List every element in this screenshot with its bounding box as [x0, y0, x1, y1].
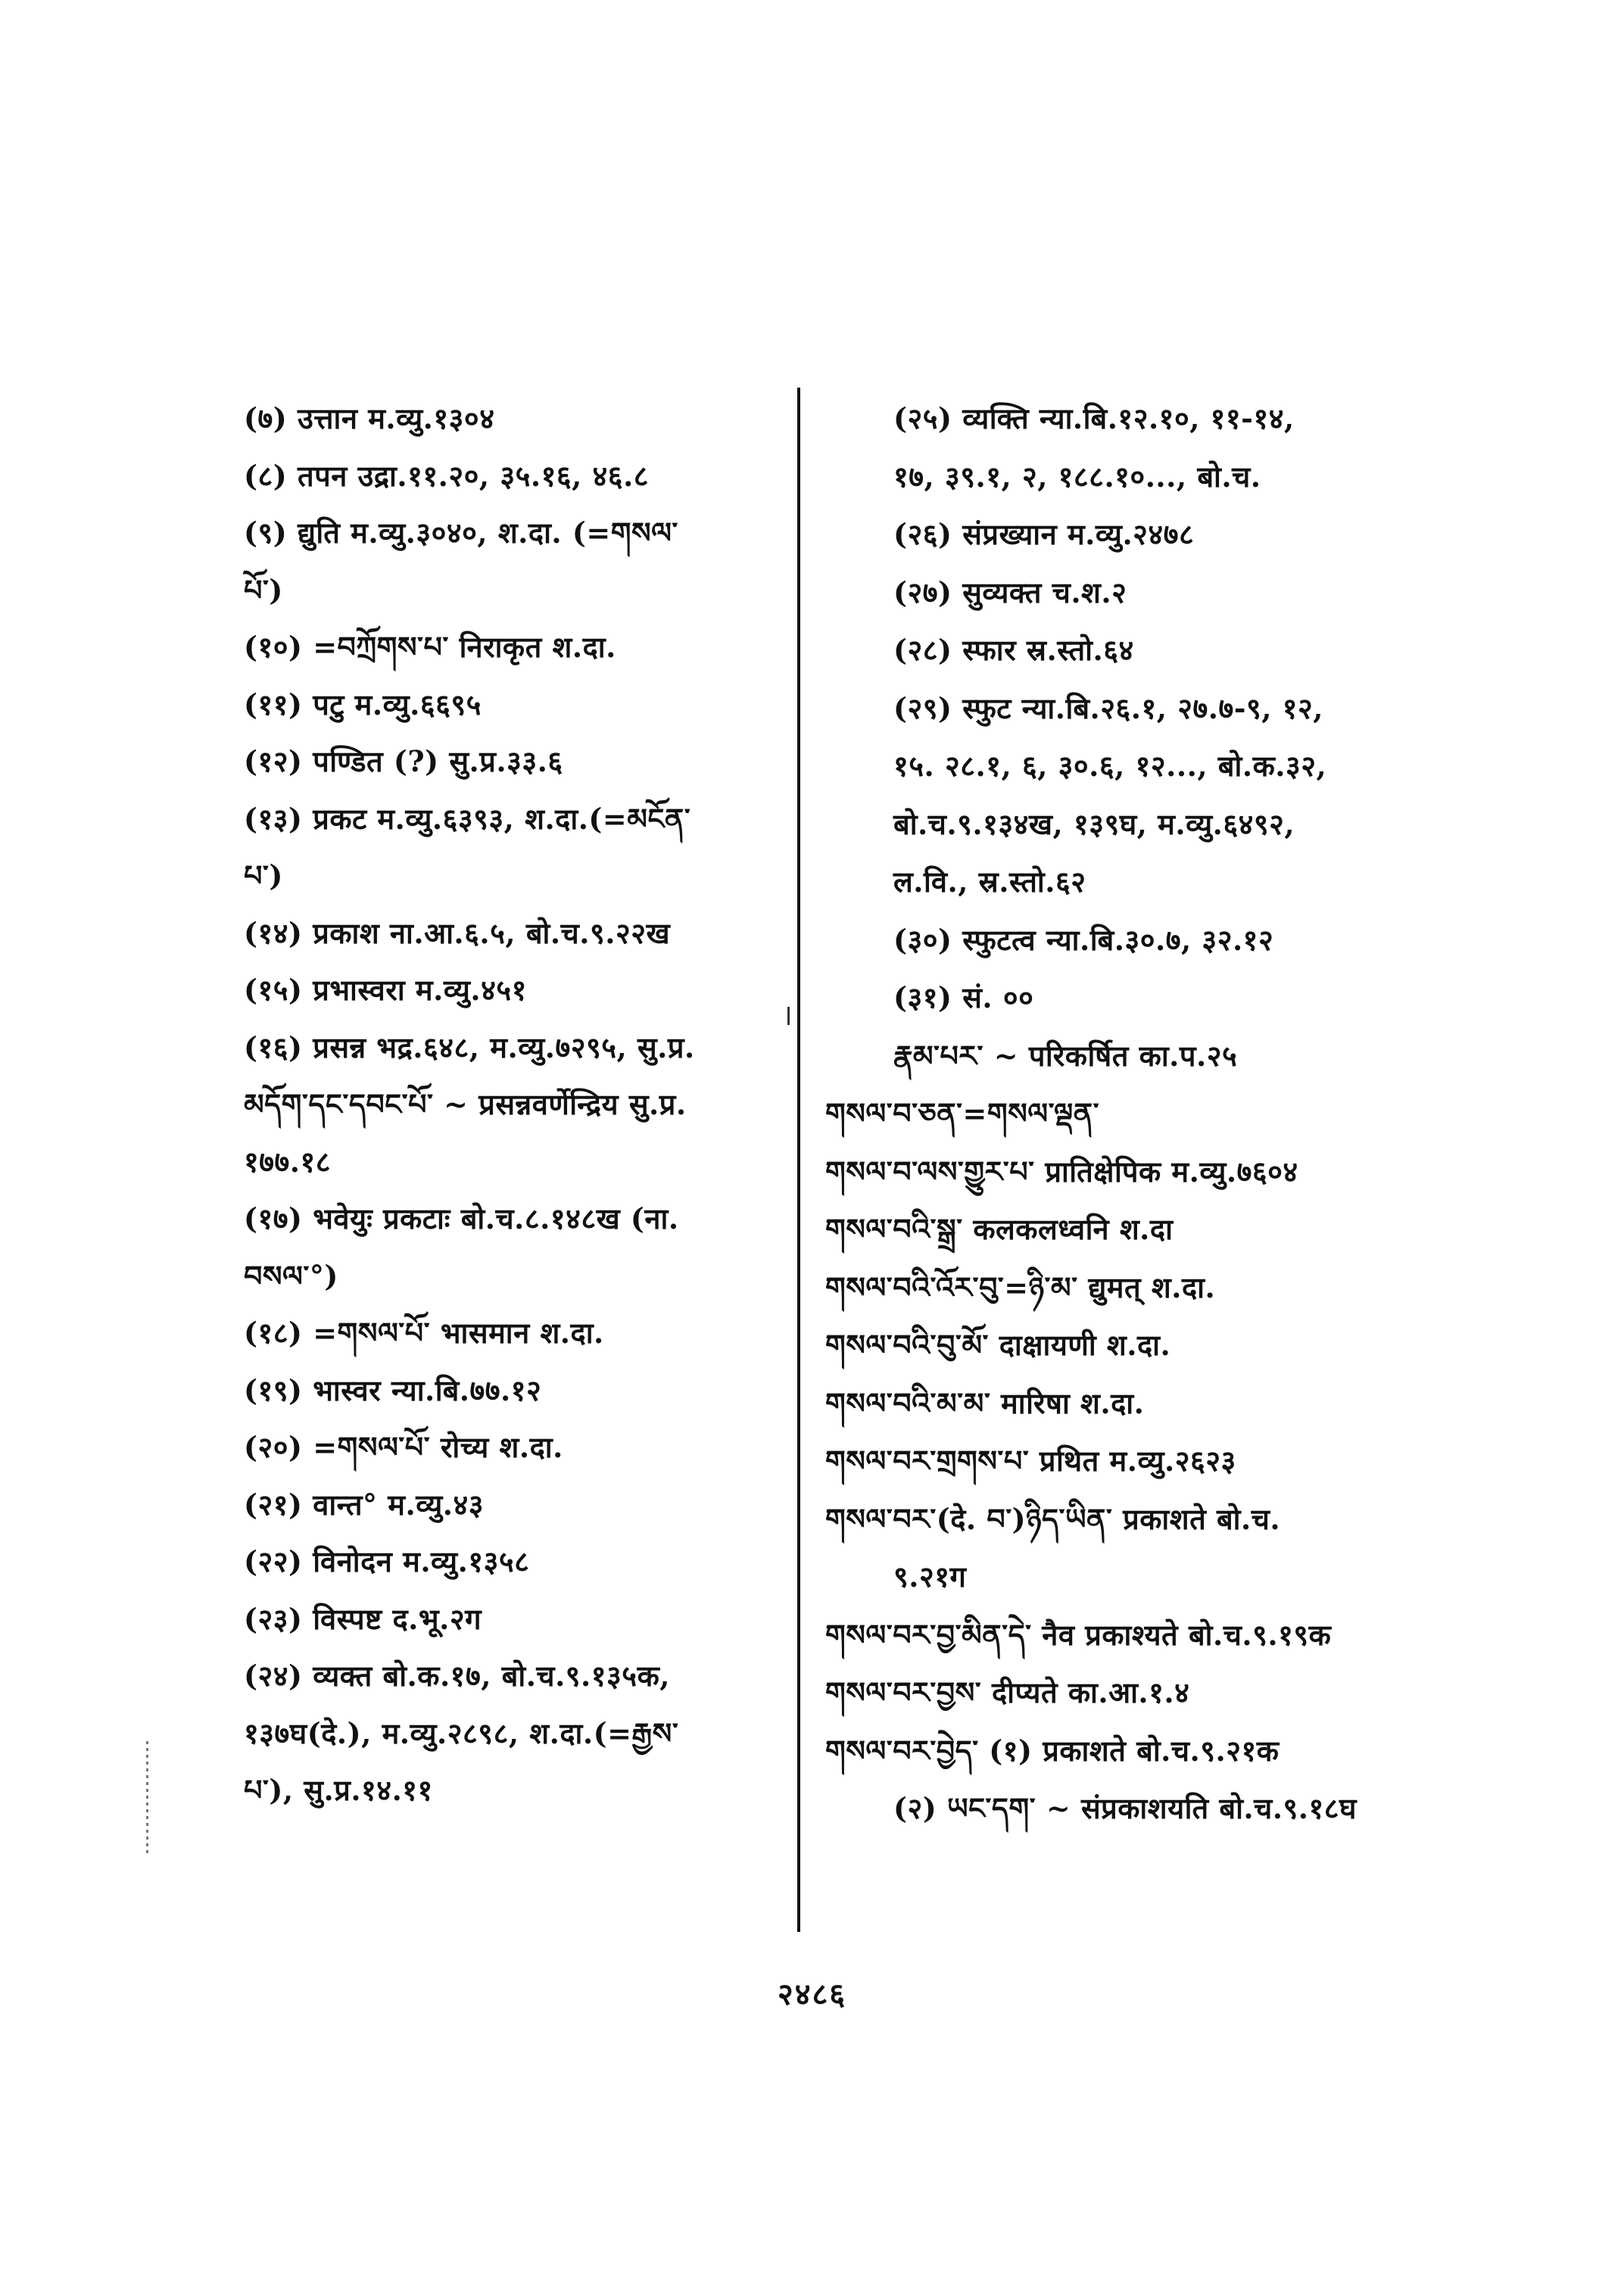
page-number: २४८६	[777, 1977, 847, 2012]
entry-line: གསལ་བའི་སྒྲ་ कलकलध्वनि श.दा	[825, 1212, 1174, 1246]
entry-line: (३०) स्फुटत्व न्या.बि.३०.७, ३२.१२	[893, 922, 1274, 957]
entry-line: རྣམ་པར་ ~ परिकर्षित का.प.२५	[893, 1038, 1238, 1073]
right-column	[825, 390, 1469, 1838]
margin-ticks	[146, 1741, 148, 1855]
entry-line: པ་)	[244, 858, 283, 893]
entry-line: बो.च.९.१३४ख, १३९घ, म.व्यु.६४९२,	[893, 806, 1295, 841]
entry-line: གསལ་བར་བྱས་ दीप्यते का.आ.१.४	[825, 1675, 1190, 1709]
entry-line: མདོག་དང་དབང་པོ་ ~ प्रसन्नवर्णेन्द्रिय सु.प्र.	[244, 1087, 687, 1121]
entry-line: (१५) प्रभास्वरा म.व्यु.४५१	[244, 973, 527, 1007]
entry-line: (२१) वान्त° म.व्यु.४३	[244, 1487, 485, 1522]
entry-line: (८) तपन उद्रा.११.२०, ३५.१६, ४६.८	[244, 458, 650, 493]
divider-mark	[787, 1007, 799, 1025]
entry-line: གསལ་བར་བྱ་མིན་དེ་ नैव प्रकाश्यते बो.च.९.१९क	[825, 1617, 1332, 1652]
entry-line: (१८) =གསལ་པོ་ भासमान श.दा.	[244, 1316, 604, 1350]
entry-line: १३७घ(दे.), म.व्यु.२८९८, श.दा.(=རྒྱས་	[244, 1715, 679, 1750]
entry-line: (२६) संप्रख्यान म.व्यु.२४७८	[893, 517, 1195, 551]
entry-line: གསལ་བར་(दे. བ་)ཉིད་ཡིན་ प्रकाशते बो.च.	[825, 1501, 1281, 1536]
entry-line: १७, ३९.१, २, १८८.१०..., बो.च.	[893, 459, 1261, 494]
entry-line: པ་), सु.प्र.१४.११	[244, 1773, 433, 1807]
entry-line: གསལ་བའི་འོར་བུ་=ཉི་མ་ द्युमत् श.दा.	[825, 1270, 1216, 1304]
entry-line: (२३) विस्पष्ट द.भू.२ग	[244, 1601, 482, 1636]
entry-line: १७७.१८	[244, 1144, 332, 1179]
entry-line: པོ་)	[244, 572, 283, 607]
entry-line: (११) पटु म.व्यु.६६९५	[244, 687, 482, 721]
entry-line: གསལ་བའི་མ་མ་ मारिषा श.दा.	[825, 1385, 1145, 1420]
entry-line: (२) ཡང་དག་ ~ संप्रकाशयति बो.च.९.१८घ	[893, 1791, 1357, 1825]
entry-line: (१२) पण्डित (?) सु.प्र.३३.६	[244, 744, 563, 778]
entry-line: ल.वि., स्र.स्तो.६२	[893, 865, 1086, 899]
entry-line: གསལ་བ་ལས་གྱུར་པ་ प्रातिक्षेपिक म.व्यु.७६०४	[825, 1154, 1298, 1189]
entry-line: (७) उत्तान म.व्यु.१३०४	[244, 401, 495, 435]
entry-line: (२४) व्यक्त बो.क.१७, बो.च.९.१३५क,	[244, 1659, 670, 1693]
entry-line: (१४) प्रकाश ना.आ.६.५, बो.च.९.२२ख	[244, 915, 671, 950]
entry-line: བསལ་°)	[244, 1258, 338, 1293]
entry-line: (१३) प्रकट म.व्यु.६३९३, श.दा.(=མངོན་	[244, 801, 691, 836]
entry-line: (२२) विनोदन म.व्यु.१३५८	[244, 1544, 530, 1578]
entry-line: (२७) सुव्यक्त च.श.२	[893, 575, 1127, 609]
entry-line: (२०) =གསལ་པོ་ रोच्य श.दा.	[244, 1430, 563, 1464]
entry-line: १५. २८.१, ६, ३०.६, १२..., बो.क.३२,	[893, 749, 1327, 783]
entry-line: (२९) स्फुट न्या.बि.२६.१, २७.७-९, १२,	[893, 690, 1323, 725]
entry-line: ९.२१ग	[893, 1559, 967, 1594]
entry-line: (१७) भवेयुः प्रकटाः बो.च.८.१४८ख (ना.	[244, 1201, 679, 1235]
entry-line: (१९) भास्वर न्या.बि.७७.१२	[244, 1372, 542, 1407]
entry-line: (२५) व्यक्ति न्या.बि.१२.१०, ११-१४,	[893, 401, 1295, 435]
entry-line: གསལ་བ་ཅན་=གསལ་ལྡན་	[825, 1096, 1100, 1130]
entry-line: (१०) =བཀྲོགས་པ་ निराकृत श.दा.	[244, 630, 616, 664]
entry-line: གསལ་བའི་བུ་མོ་ दाक्षायणी श.दा.	[825, 1328, 1171, 1362]
left-column	[244, 390, 789, 1819]
entry-line: གསལ་བར་བྱེད་ (१) प्रकाशते बो.च.९.२१क	[825, 1733, 1280, 1768]
entry-line: (१६) प्रसन्न भद्र.६४८, म.व्यु.७२९५, सु.प्र.	[244, 1030, 695, 1064]
entry-line: (२८) स्फार स्र.स्तो.६४	[893, 633, 1134, 667]
entry-line: (३१) सं. ००	[893, 980, 1034, 1014]
entry-line: གསལ་བར་གྲགས་པ་ प्रथित म.व्यु.२६२३	[825, 1444, 1236, 1478]
entry-line: (९) द्युति म.व्यु.३०४०, श.दा. (=གསལ་	[244, 516, 678, 550]
column-divider	[797, 388, 800, 1932]
